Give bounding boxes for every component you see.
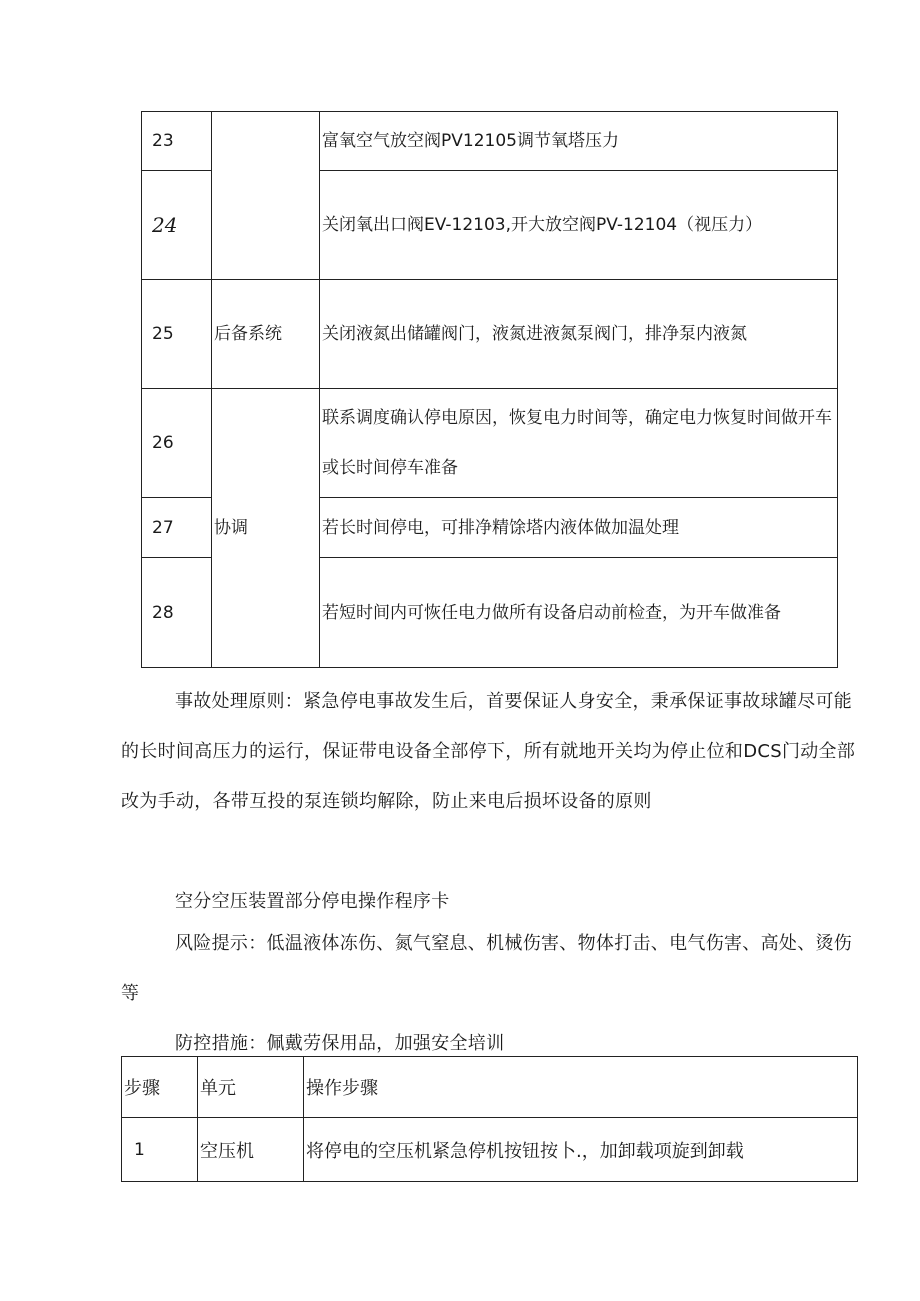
operation-card-table: [121, 1056, 858, 1182]
table-row: [142, 112, 838, 171]
header-unit: 单元: [198, 1057, 304, 1118]
unit-cell: 空压机: [198, 1118, 304, 1182]
table-row: [142, 280, 838, 389]
step-number: 23: [142, 112, 212, 171]
action-cell: 若长时间停电，可排净精馀塔内液体做加温处理: [320, 498, 838, 558]
principle-paragraph: 事故处理原则：紧急停电事故发生后，首要保证人身安全，秉承保证事故球罐尽可能的长时间高压力的运行，保证带电设备全部停下，所有就地开关均为停止位和DCS门动全部改为手动，各带互投的泵连锁均解除，防止来电后损坏设备的原则: [121, 691, 856, 812]
action-cell: 关闭液氮出储罐阀门，液氮进液氮泵阀门，排净泵内液氮: [320, 280, 838, 389]
step-number: 25: [142, 280, 212, 389]
step-number: 26: [142, 389, 212, 498]
step-number-text: 24: [152, 213, 178, 237]
step-number: [142, 171, 212, 280]
card-title: 空分空压装置部分停电操作程序卡: [175, 891, 450, 912]
action-cell: 若短时间内可恢任电力做所有设备启动前检查，为开车做准备: [320, 558, 838, 668]
table-row: [142, 389, 838, 498]
unit-cell: 协调: [212, 389, 320, 668]
unit-cell: [212, 112, 320, 280]
step-number: 27: [142, 498, 212, 558]
table-row: [122, 1118, 858, 1182]
action-cell: 关闭氧出口阀EV-12103,开大放空阀PV-12104（视压力）: [320, 171, 838, 280]
risk-paragraph: 风险提示：低温液体冻伤、氮气窒息、机械伤害、物体打击、电气伤害、高处、烫伤等: [121, 933, 853, 1004]
header-action: 操作步骤: [304, 1057, 858, 1118]
action-cell: 联系调度确认停电原因，恢复电力时间等，确定电力恢复时间做开车或长时间停车准备: [320, 389, 838, 498]
control-paragraph: 防控措施：佩戴劳保用品，加强安全培训: [175, 1033, 505, 1054]
step-number: 28: [142, 558, 212, 668]
table-header-row: [122, 1057, 858, 1118]
shutdown-steps-table: [141, 111, 838, 668]
action-cell: 将停电的空压机紧急停机按钮按卜.，加卸载项旋到卸载: [304, 1118, 858, 1182]
header-step: 步骤: [122, 1057, 198, 1118]
step-number: 1: [122, 1118, 198, 1182]
unit-cell: 后备系统: [212, 280, 320, 389]
action-cell: 富氧空气放空阀PV12105调节氧塔压力: [320, 112, 838, 171]
